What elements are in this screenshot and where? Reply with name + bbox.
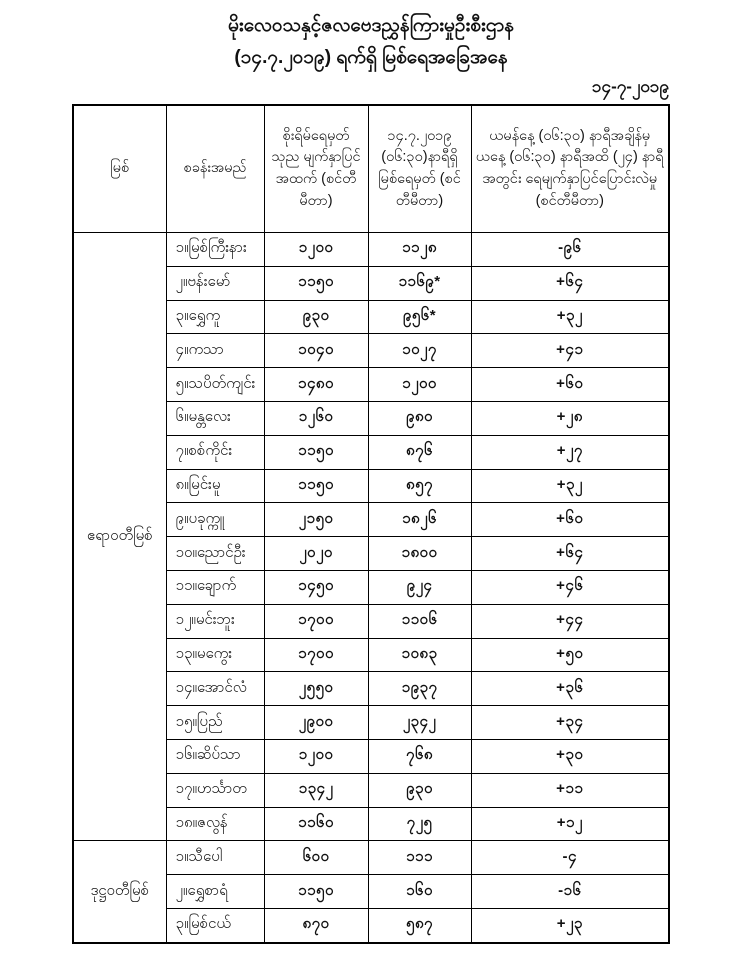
danger-level-cell: ၁၇၀၀ xyxy=(264,604,368,638)
danger-level-cell: ၂၀၂၀ xyxy=(264,537,368,571)
current-level-cell: ၂၃၄၂ xyxy=(368,706,471,740)
page-subtitle: (၁၄.၇.၂၀၁၉) ရက်ရှိ မြစ်ရေအခြေအနေ xyxy=(234,47,508,68)
current-level-cell: ၁၂၀၀ xyxy=(368,368,471,402)
danger-level-cell: ၁၁၅၀ xyxy=(264,469,368,503)
header-row xyxy=(73,105,669,233)
station-name-cell: ၆။မန္တလေး xyxy=(166,401,264,435)
page-title: မိုးလေဝသနှင့်ဇလဗေဒညွှန်ကြားမှုဦးစီးဌာန xyxy=(228,15,514,36)
change-24h-cell: +၃၆ xyxy=(471,672,669,706)
current-level-cell: ၅၈၇ xyxy=(368,908,471,942)
river-name-cell: ဧရာဝတီမြစ် xyxy=(73,233,166,841)
station-name-cell: ၁၂။မင်းဘူး xyxy=(166,604,264,638)
danger-level-cell: ၂၁၅၀ xyxy=(264,503,368,537)
change-24h-cell: -၄ xyxy=(471,841,669,875)
station-name-cell: ၁၆။ဆိပ်သာ xyxy=(166,739,264,773)
current-level-cell: ၈၅၇ xyxy=(368,469,471,503)
river-name-cell: ဒုဋ္ဌဝတီမြစ် xyxy=(73,841,166,943)
current-level-cell: ၁၉၃၇ xyxy=(368,672,471,706)
danger-level-cell: ၁၃၄၂ xyxy=(264,773,368,807)
danger-level-cell: ၈၇၀ xyxy=(264,908,368,942)
header-change-24h: ယမန်နေ့ (၀၆:၃၀) နာရီအချိန်မှ ယနေ့ (၀၆:၃၀) နာရီအထိ (၂၄) နာရီအတွင်း ရေမျက်နှာပြင်ပြောင်းလဲမှု (စင်တီမီတာ) xyxy=(471,105,669,233)
change-24h-cell: +၃၂ xyxy=(471,469,669,503)
station-name-cell: ၁။သီပေါ xyxy=(166,841,264,875)
current-level-cell: ၉၅၆* xyxy=(368,300,471,334)
change-24h-cell: +၃၂ xyxy=(471,300,669,334)
change-24h-cell: +၂၃ xyxy=(471,908,669,942)
river-level-table xyxy=(72,104,670,944)
station-name-cell: ၁၁။ချောက် xyxy=(166,570,264,604)
current-level-cell: ၁၆၀ xyxy=(368,875,471,909)
current-level-cell: ၉၃၀ xyxy=(368,773,471,807)
current-level-cell: ၁၀၈၃ xyxy=(368,638,471,672)
header-river: မြစ် xyxy=(73,105,166,233)
change-24h-cell: +၆၄ xyxy=(471,266,669,300)
danger-level-cell: ၆၀၀ xyxy=(264,841,368,875)
danger-level-cell: ၉၃၀ xyxy=(264,300,368,334)
header-current-level: ၁၄.၇.၂၀၁၉ (၀၆:၃၀)နာရီရှိ မြစ်ရေမှတ် (စင်တီမီတာ) xyxy=(368,105,471,233)
change-24h-cell: +၄၆ xyxy=(471,570,669,604)
station-name-cell: ၄။ကသာ xyxy=(166,334,264,368)
danger-level-cell: ၁၄၅၀ xyxy=(264,570,368,604)
danger-level-cell: ၁၇၀၀ xyxy=(264,638,368,672)
current-level-cell: ၁၁၀၆ xyxy=(368,604,471,638)
station-name-cell: ၃။မြစ်ငယ် xyxy=(166,908,264,942)
current-level-cell: ၇၆၈ xyxy=(368,739,471,773)
station-name-cell: ၁၄။အောင်လံ xyxy=(166,672,264,706)
change-24h-cell: +၃၀ xyxy=(471,739,669,773)
change-24h-cell: +၃၄ xyxy=(471,706,669,740)
change-24h-cell: +၅၀ xyxy=(471,638,669,672)
change-24h-cell: +၁၂ xyxy=(471,807,669,841)
change-24h-cell: -၉၆ xyxy=(471,233,669,267)
danger-level-cell: ၁၀၄၀ xyxy=(264,334,368,368)
current-level-cell: ၁၁၆၉* xyxy=(368,266,471,300)
danger-level-cell: ၁၁၅၀ xyxy=(264,875,368,909)
danger-level-cell: ၁၂၀၀ xyxy=(264,739,368,773)
station-name-cell: ၂။ရွှေစာရံ xyxy=(166,875,264,909)
header-danger-level: စိုးရိမ်ရေမှတ် သုည မျက်နှာပြင် အထက် (စင်တီမီတာ) xyxy=(264,105,368,233)
table-row xyxy=(73,233,669,267)
danger-level-cell: ၂၉၀၀ xyxy=(264,706,368,740)
current-level-cell: ၁၀၂၇ xyxy=(368,334,471,368)
change-24h-cell: +၂၈ xyxy=(471,401,669,435)
station-name-cell: ၁။မြစ်ကြီးနား xyxy=(166,233,264,267)
table-body xyxy=(73,233,669,943)
current-level-cell: ၁၈၀၀ xyxy=(368,537,471,571)
change-24h-cell: +၂၇ xyxy=(471,435,669,469)
current-level-cell: ၈၇၆ xyxy=(368,435,471,469)
change-24h-cell: -၁၆ xyxy=(471,875,669,909)
current-level-cell: ၁၈၂၆ xyxy=(368,503,471,537)
change-24h-cell: +၆၀ xyxy=(471,503,669,537)
table-header xyxy=(73,105,669,233)
header-station: စခန်းအမည် xyxy=(166,105,264,233)
current-level-cell: ၉၈၀ xyxy=(368,401,471,435)
station-name-cell: ၁၃။မကွေး xyxy=(166,638,264,672)
document-header xyxy=(0,0,742,67)
change-24h-cell: +၆၀ xyxy=(471,368,669,402)
danger-level-cell: ၁၁၅၀ xyxy=(264,435,368,469)
station-name-cell: ၁၇။ဟင်္သာတ xyxy=(166,773,264,807)
station-name-cell: ၁၈။ဇလွန် xyxy=(166,807,264,841)
current-level-cell: ၇၂၅ xyxy=(368,807,471,841)
danger-level-cell: ၁၁၆၀ xyxy=(264,807,368,841)
table-row xyxy=(73,841,669,875)
change-24h-cell: +၁၁ xyxy=(471,773,669,807)
station-name-cell: ၈။မြင်းမူ xyxy=(166,469,264,503)
danger-level-cell: ၁၄၈၀ xyxy=(264,368,368,402)
station-name-cell: ၁၅။ပြည် xyxy=(166,706,264,740)
danger-level-cell: ၁၂၀၀ xyxy=(264,233,368,267)
danger-level-cell: ၁၁၅၀ xyxy=(264,266,368,300)
current-level-cell: ၁၁၁ xyxy=(368,841,471,875)
station-name-cell: ၅။သပိတ်ကျင်း xyxy=(166,368,264,402)
station-name-cell: ၂။ဗန်းမော် xyxy=(166,266,264,300)
danger-level-cell: ၂၅၅၀ xyxy=(264,672,368,706)
station-name-cell: ၉။ပခုက္ကူ xyxy=(166,503,264,537)
change-24h-cell: +၆၄ xyxy=(471,537,669,571)
change-24h-cell: +၄၁ xyxy=(471,334,669,368)
station-name-cell: ၃။ရွှေကူ xyxy=(166,300,264,334)
danger-level-cell: ၁၂၆၀ xyxy=(264,401,368,435)
station-name-cell: ၁၀။ညောင်ဦး xyxy=(166,537,264,571)
report-date: ၁၄-၇-၂၀၁၉ xyxy=(591,77,669,96)
current-level-cell: ၉၂၄ xyxy=(368,570,471,604)
station-name-cell: ၇။စစ်ကိုင်း xyxy=(166,435,264,469)
change-24h-cell: +၄၄ xyxy=(471,604,669,638)
current-level-cell: ၁၁၂၈ xyxy=(368,233,471,267)
